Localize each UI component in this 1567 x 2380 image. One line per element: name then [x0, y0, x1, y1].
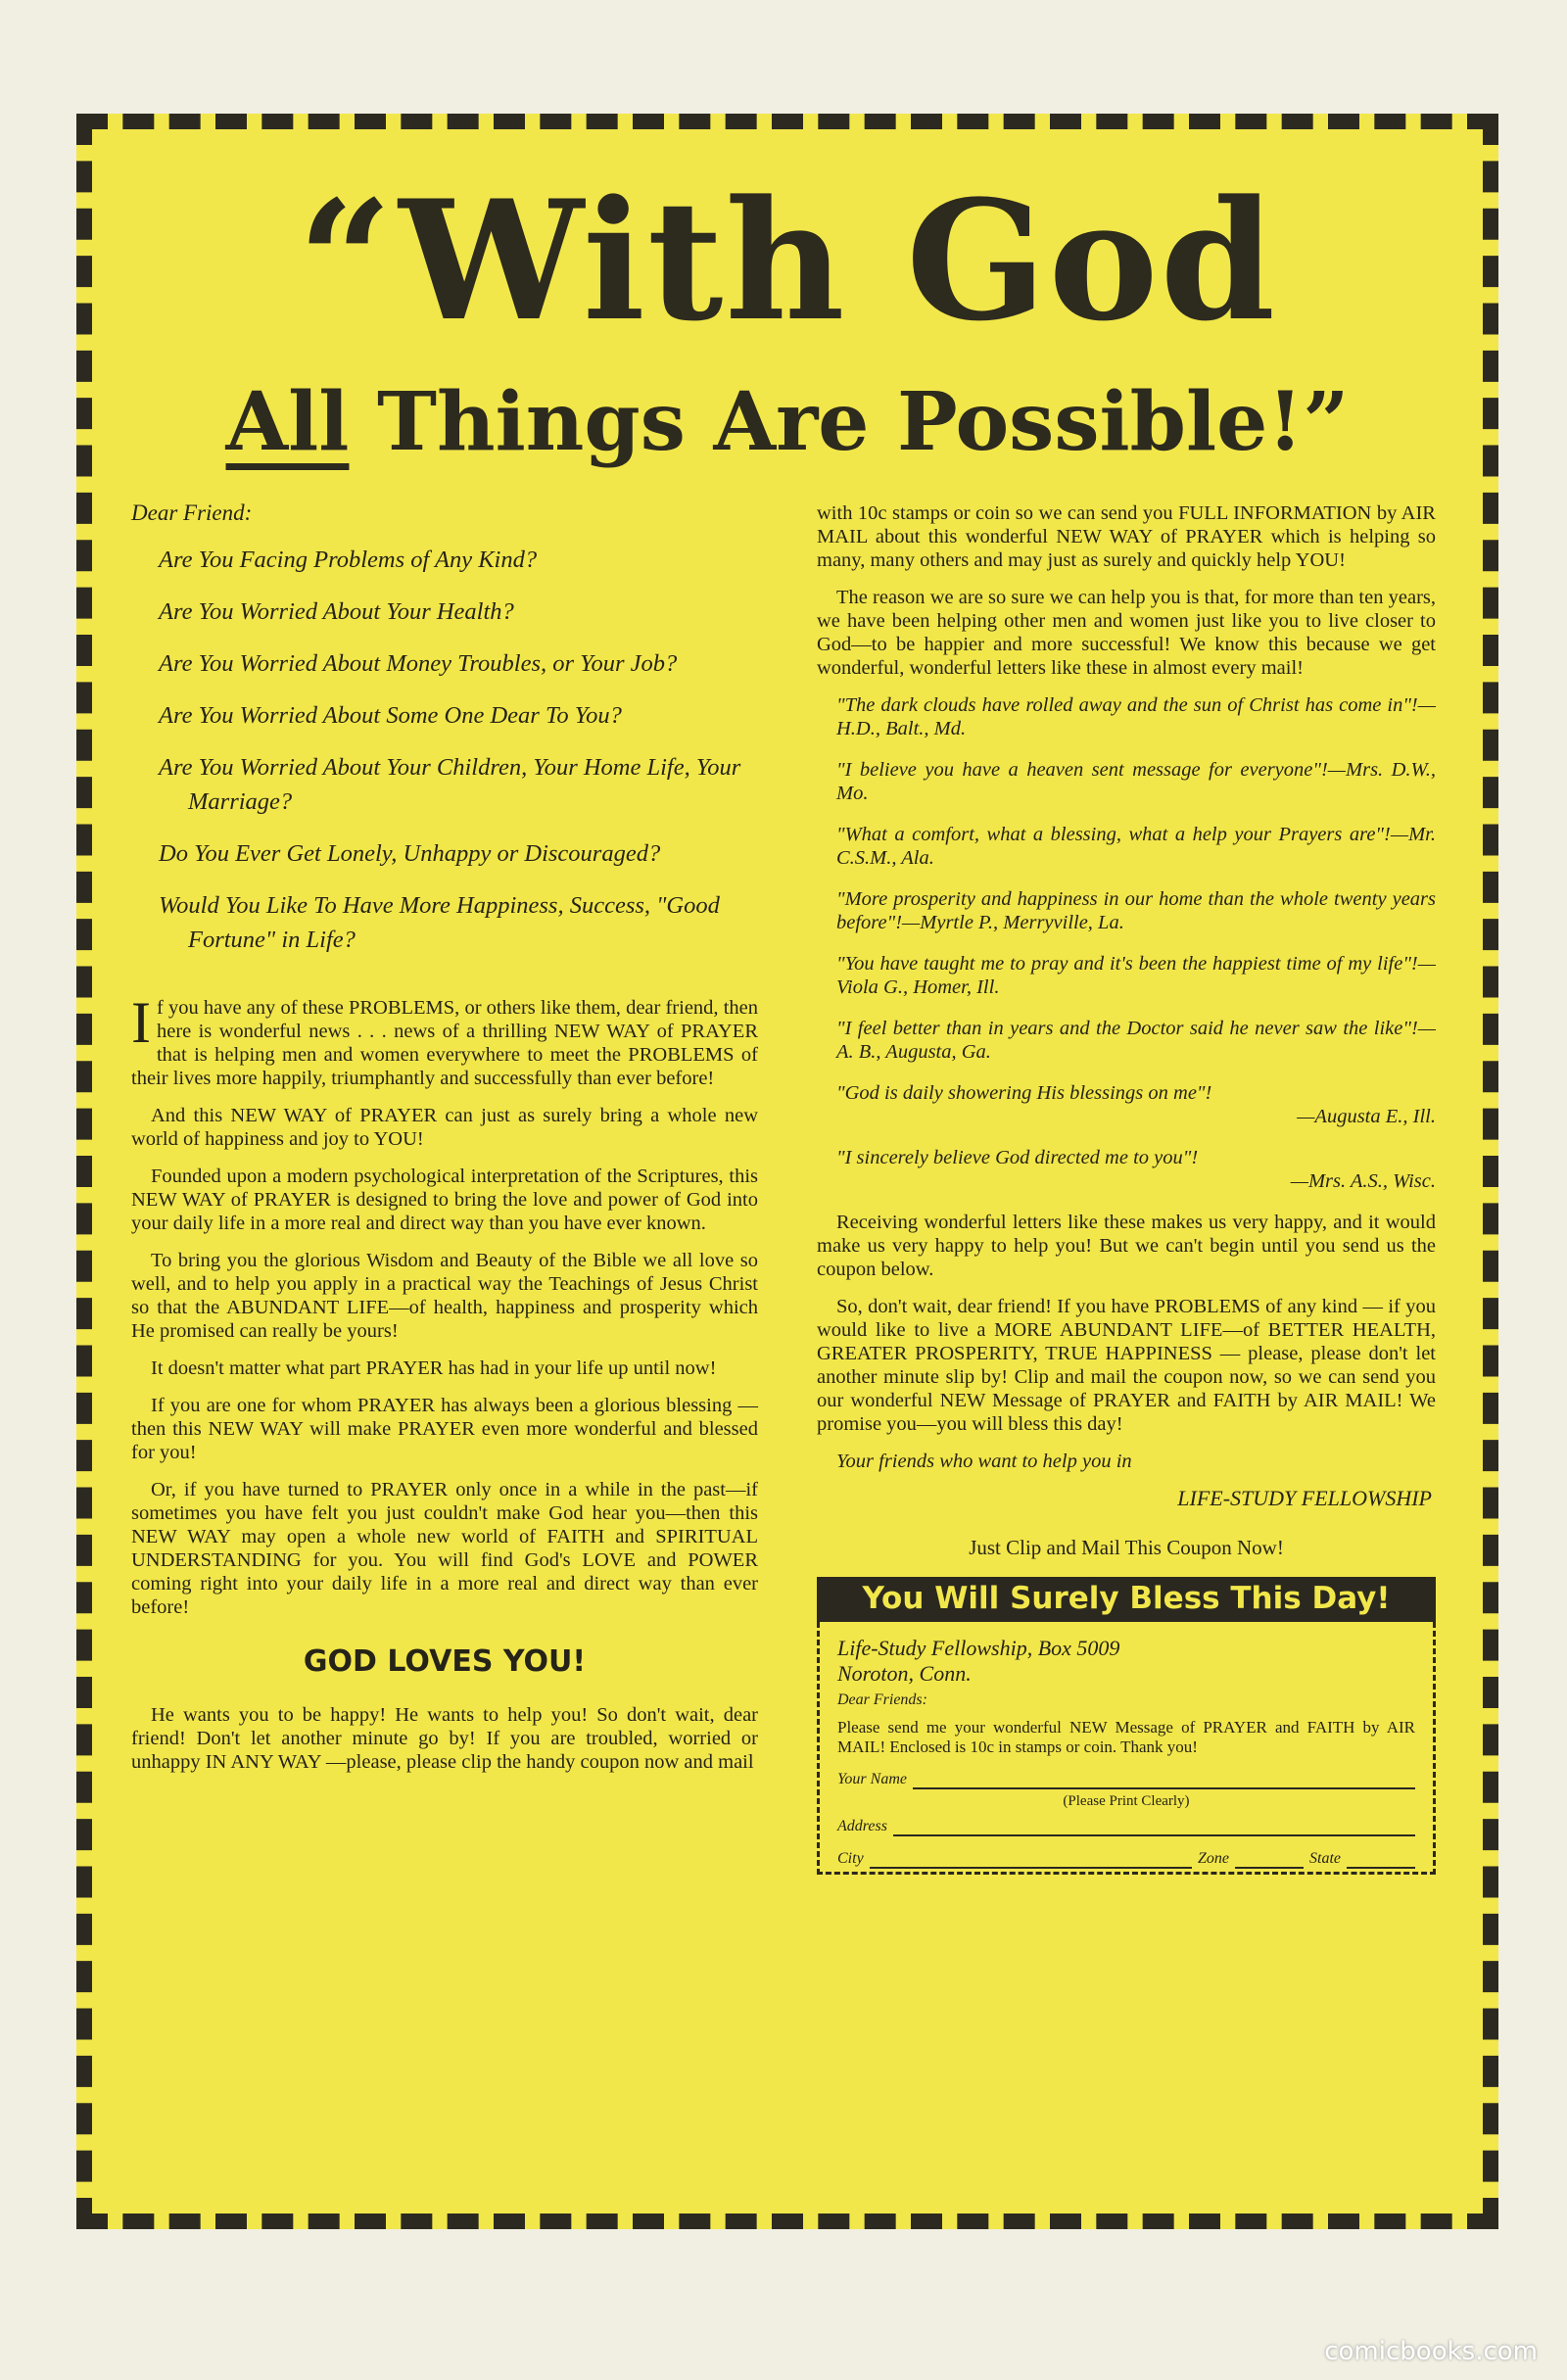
coupon-address-2: Noroton, Conn. [837, 1661, 972, 1686]
question: Would You Like To Have More Happiness, Success, "Good Fortune" in Life? [159, 892, 720, 953]
city-label: City [837, 1850, 864, 1867]
body-paragraph: Receiving wonderful letters like these makes us very happy, and it would make us very happy to help you! But we can't begin until you send us the coupon below. [817, 1212, 1436, 1280]
question: Are You Worried About Your Children, Your Home Life, Your Marriage? [159, 754, 741, 815]
zone-label: Zone [1198, 1850, 1229, 1867]
testimonial: "I believe you have a heaven sent message for everyone"!—Mrs. D.W., Mo. [836, 759, 1436, 804]
salutation: Dear Friend: [131, 500, 253, 525]
city-field[interactable] [870, 1851, 1192, 1869]
coupon-text: Please send me your wonderful NEW Message of PRAYER and FAITH by AIR MAIL! Enclosed is 10c in stamps or coin. Thank you! [837, 1718, 1415, 1756]
question: Are You Worried About Some One Dear To You? [159, 702, 622, 729]
testimonial [817, 1081, 1436, 1128]
coupon-name-row [837, 1769, 1415, 1789]
body-paragraph: Founded upon a modern psychological interpretation of the Scriptures, this NEW WAY of PRAYER is designed to bring the love and power of God into your daily life in a more real and direct way than you have ever known. [131, 1166, 758, 1234]
body-paragraph: So, don't wait, dear friend! If you have PROBLEMS of any kind — if you would like to live a MORE ABUNDANT LIFE—of BETTER HEALTH, GREATER PROSPERITY, TRUE HAPPINESS — please, please don't let another minute slip by! Clip and mail the coupon now, so we can send you our wonderful NEW Message of PRAYER and FAITH by AIR MAIL! We promise you—you will bless this day! [817, 1296, 1436, 1435]
name-field[interactable] [913, 1772, 1415, 1789]
body-paragraph: And this NEW WAY of PRAYER can just as surely bring a whole new world of happiness and joy to YOU! [131, 1105, 758, 1150]
testimonial-quote: "I sincerely believe God directed me to you"! [836, 1147, 1199, 1168]
body-paragraph: with 10c stamps or coin so we can send you FULL INFORMATION by AIR MAIL about this wonderful NEW WAY of PRAYER which is helping so many, many others and may just as surely and quickly help YOU! [817, 502, 1436, 571]
zone-field[interactable] [1235, 1851, 1304, 1869]
testimonial [817, 1146, 1436, 1193]
state-label: State [1309, 1850, 1341, 1867]
testimonial-quote: "God is daily showering His blessings on me"! [836, 1082, 1212, 1104]
testimonial: "You have taught me to pray and it's been the happiest time of my life"!—Viola G., Homer, Ill. [836, 953, 1436, 998]
body-paragraph: The reason we are so sure we can help you is that, for more than ten years, we have been helping other men and women just like you to live closer to God—to be happier and more successful! We know this because we get wonderful, wonderful letters like these in almost every mail! [817, 587, 1436, 679]
body-paragraph: If you are one for whom PRAYER has always been a glorious blessing — then this NEW WAY will make PRAYER even more wonderful and blessed for you! [131, 1395, 758, 1463]
print-note: (Please Print Clearly) [1063, 1793, 1190, 1809]
site-watermark: comicbooks.com [1324, 2337, 1538, 2366]
closing-line: Your friends who want to help you in [836, 1451, 1132, 1472]
coupon-dear: Dear Friends: [837, 1691, 927, 1708]
coupon-city-row [837, 1848, 1415, 1869]
testimonial-signature: —Augusta E., Ill. [1297, 1106, 1436, 1127]
address-field[interactable] [893, 1819, 1415, 1836]
mail-coupon[interactable] [817, 1622, 1436, 1875]
coupon-address-1: Life-Study Fellowship, Box 5009 [837, 1636, 1120, 1660]
coupon-address-row [837, 1816, 1415, 1836]
question: Are You Worried About Your Health? [159, 598, 514, 625]
left-column [131, 501, 758, 1787]
headline-line-1: “With God [297, 164, 1278, 357]
headline-rest: Things Are Possible!” [349, 375, 1350, 469]
testimonial: "I feel better than in years and the Doctor said he never saw the like"!—A. B., Augusta, Ga. [836, 1018, 1436, 1063]
subhead-god-loves-you: GOD LOVES YOU! [303, 1644, 587, 1679]
headline-all: All [225, 375, 350, 469]
clip-instruction: Just Clip and Mail This Coupon Now! [969, 1536, 1284, 1559]
body-paragraph: Or, if you have turned to PRAYER only once in a while in the past—if sometimes you have felt you just couldn't make God hear you—then this NEW WAY may open a whole new world of FAITH and SPIRITUAL UNDERSTANDING for you. You will find God's LOVE and POWER coming right into your daily life in a more real and direct way than ever before! [131, 1479, 758, 1618]
question: Do You Ever Get Lonely, Unhappy or Discouraged? [159, 840, 661, 867]
body-paragraph: He wants you to be happy! He wants to help you! So don't wait, dear friend! Don't let another minute go by! If you are troubled, worried or unhappy IN ANY WAY —please, please clip the handy coupon now and mail [131, 1704, 758, 1773]
headline-line-2 [92, 375, 1483, 469]
testimonial: "What a comfort, what a blessing, what a help your Prayers are"!—Mr. C.S.M., Ala. [836, 824, 1436, 869]
testimonial: "The dark clouds have rolled away and the sun of Christ has come in"!—H.D., Balt., Md. [836, 694, 1436, 739]
address-label: Address [837, 1818, 887, 1834]
state-field[interactable] [1347, 1851, 1415, 1869]
bless-banner: You Will Surely Bless This Day! [817, 1577, 1436, 1622]
testimonial-signature: —Mrs. A.S., Wisc. [1290, 1170, 1436, 1192]
testimonial: "More prosperity and happiness in our home than the whole twenty years before"!—Myrtle P., Merryville, La. [836, 888, 1436, 933]
question: Are You Worried About Money Troubles, or Your Job? [159, 650, 678, 677]
right-column [817, 501, 1436, 1875]
signature-fellowship: LIFE-STUDY FELLOWSHIP [1177, 1486, 1432, 1510]
question: Are You Facing Problems of Any Kind? [159, 547, 538, 573]
name-label: Your Name [837, 1771, 907, 1787]
advertisement-panel [76, 114, 1498, 2229]
body-paragraph: To bring you the glorious Wisdom and Beauty of the Bible we all love so well, and to help you apply in a practical way the Teachings of Jesus Christ so that the ABUNDANT LIFE—of health, happiness and prosperity which He promised can really be yours! [131, 1250, 758, 1342]
body-paragraph: It doesn't matter what part PRAYER has had in your life up until now! [151, 1357, 717, 1379]
body-paragraph: If you have any of these PROBLEMS, or others like them, dear friend, then here is wonderful news . . . news of a thrilling NEW WAY of PRAYER that is helping men and women everywhere to meet the PROBLEMS of their lives more happily, triumphantly and successfully than ever before! [131, 990, 758, 1089]
